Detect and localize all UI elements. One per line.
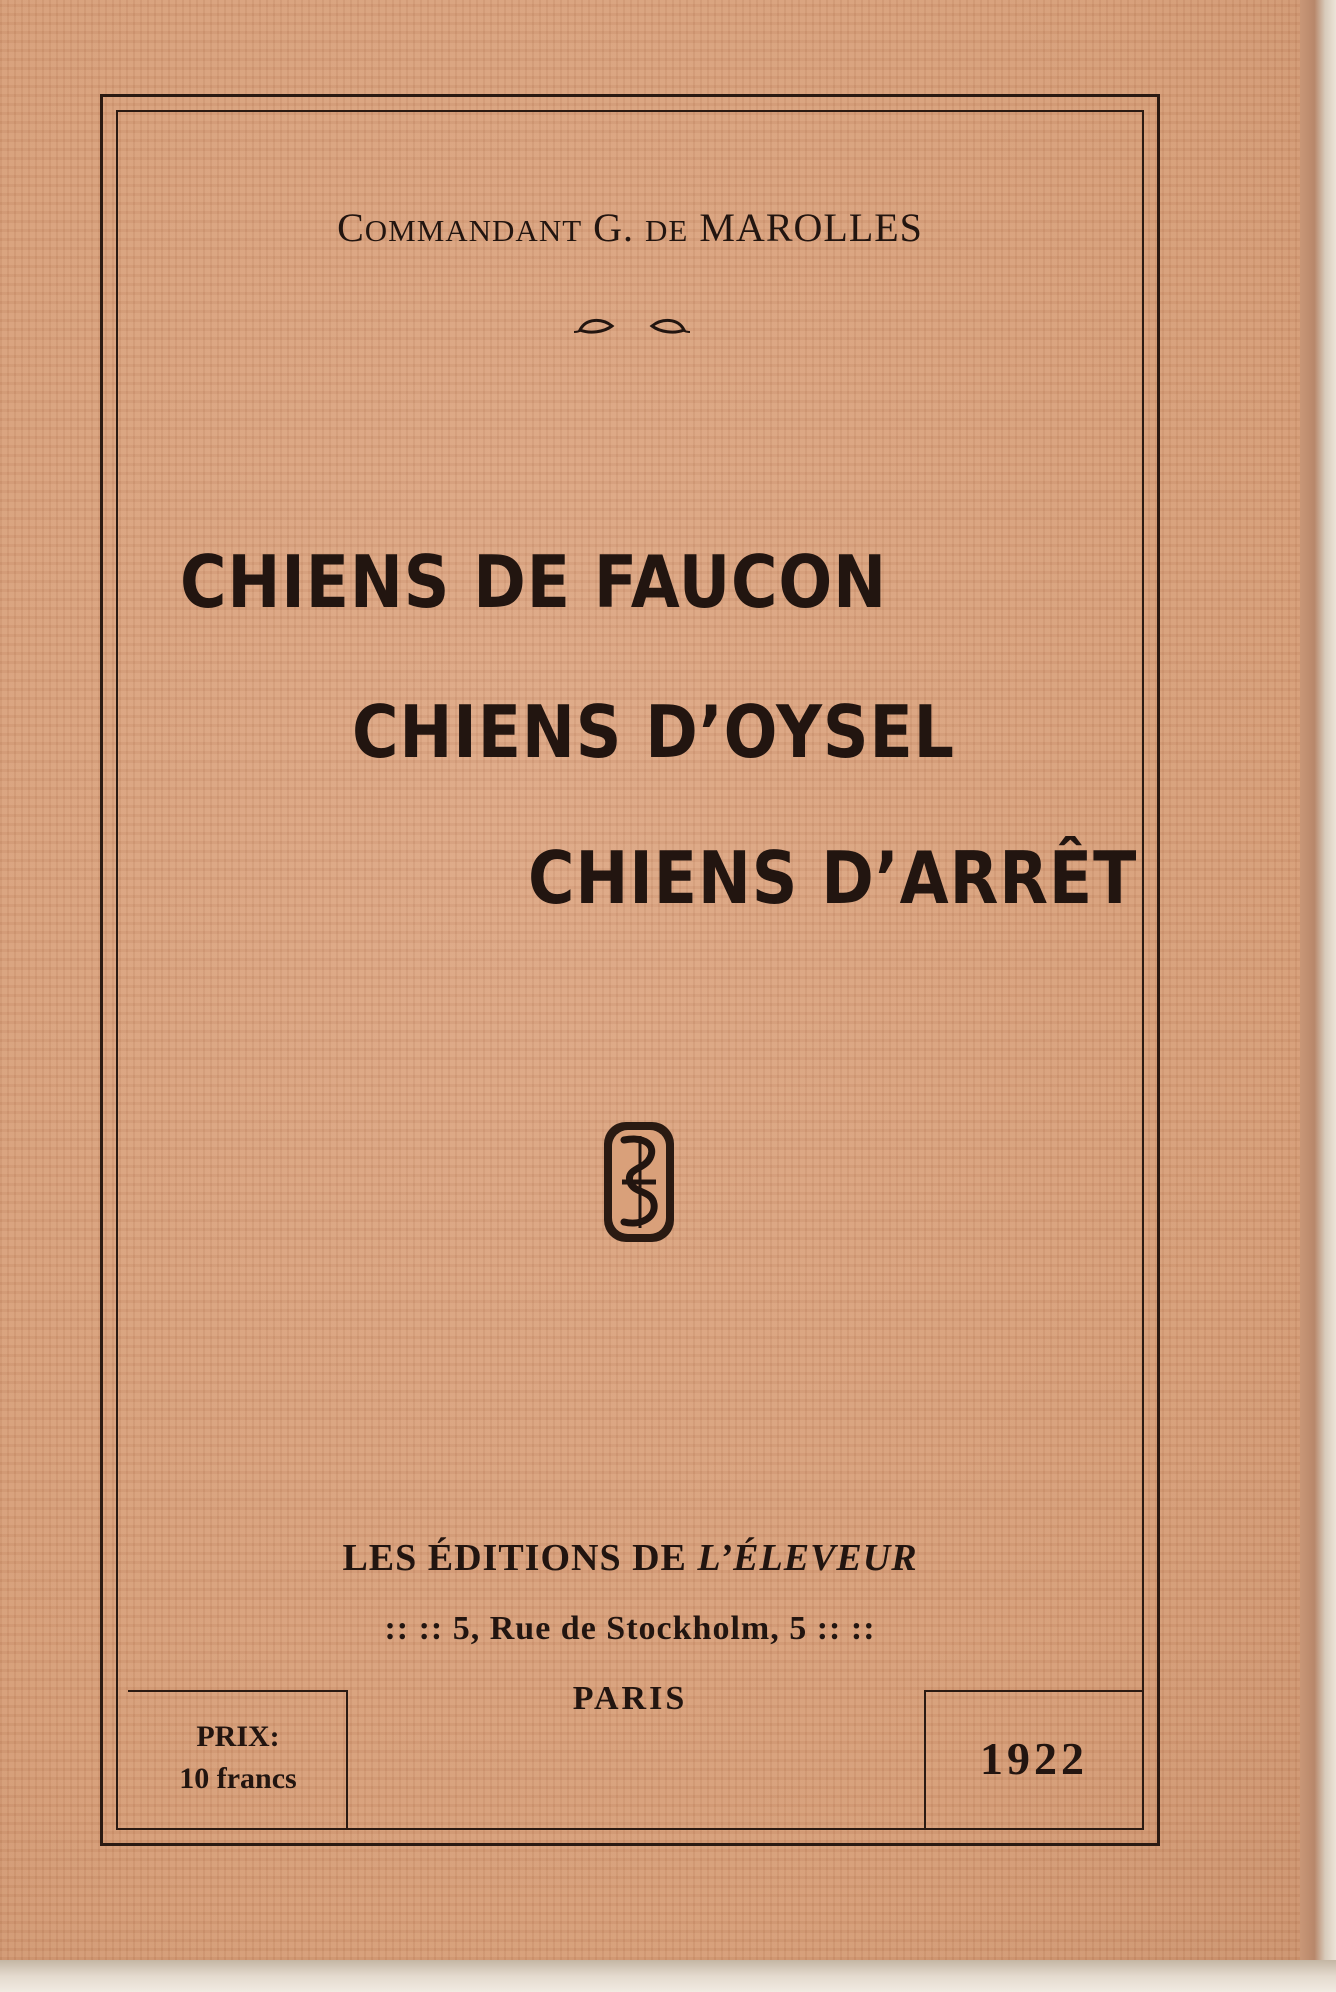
year-box bbox=[924, 1690, 1142, 1828]
price-box bbox=[128, 1690, 348, 1828]
author-surname: MAROLLES bbox=[699, 205, 923, 250]
publisher-address: :: :: 5, Rue de Stockholm, 5 :: :: bbox=[384, 1610, 876, 1647]
title-line-2: CHIENS D’OYSEL bbox=[352, 690, 955, 774]
publisher-name: L’ÉLEVEUR bbox=[697, 1537, 918, 1579]
double-leaf-ornament-icon bbox=[572, 312, 692, 340]
author-line bbox=[0, 204, 1260, 251]
page-edge bbox=[1300, 0, 1336, 1992]
publisher-prefix: LES ÉDITIONS DE bbox=[342, 1537, 698, 1579]
author-rank-initial: C bbox=[337, 205, 365, 250]
title-line-1: CHIENS DE FAUCON bbox=[180, 540, 888, 624]
title-line-3: CHIENS D’ARRÊT bbox=[528, 836, 1138, 920]
author-particle: DE bbox=[645, 213, 689, 248]
price-value: 10 francs bbox=[179, 1762, 297, 1795]
publication-year: 1922 bbox=[980, 1733, 1088, 1784]
price-label: PRIX: bbox=[196, 1720, 280, 1753]
author-rank-rest: OMMANDANT bbox=[364, 213, 583, 248]
author-initial: G. bbox=[593, 205, 646, 250]
page-bottom-edge bbox=[0, 1960, 1336, 1992]
publisher-line bbox=[0, 1536, 1260, 1580]
publisher-city: PARIS bbox=[572, 1680, 688, 1717]
publisher-monogram-icon bbox=[600, 1118, 678, 1246]
